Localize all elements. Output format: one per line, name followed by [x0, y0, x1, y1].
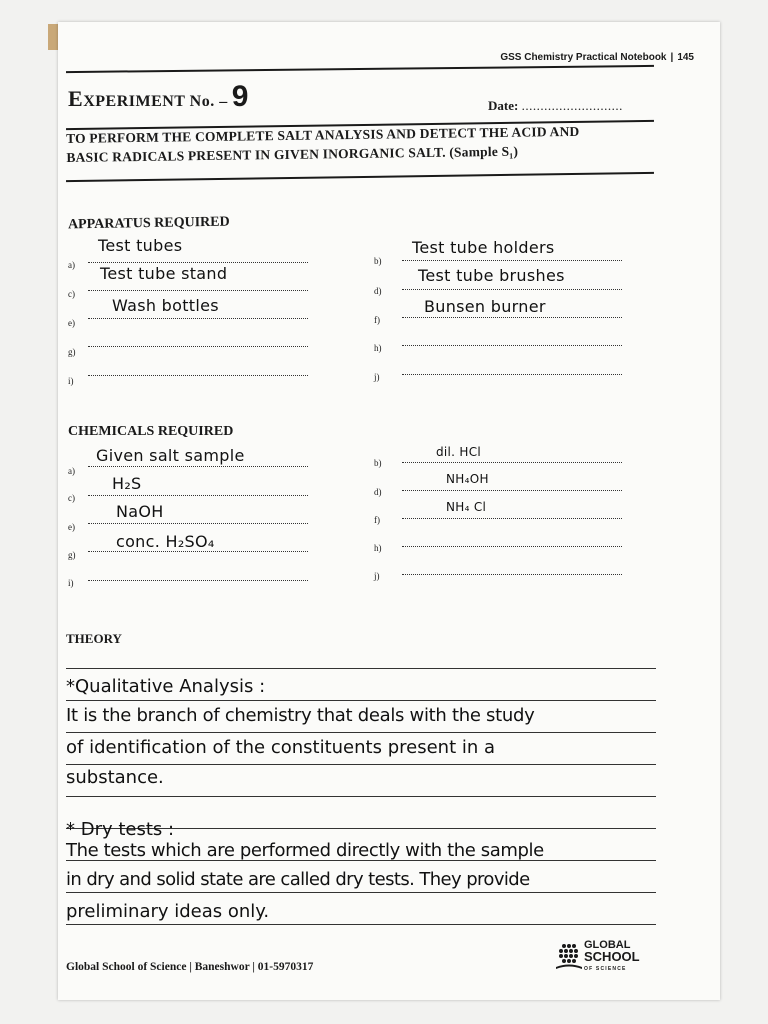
apparatus-label-i: i) [68, 376, 74, 386]
apparatus-label-c: c) [68, 289, 75, 299]
chemicals-label-d: d) [374, 487, 382, 497]
apparatus-label-h: h) [374, 343, 382, 353]
theory-line-1: *Qualitative Analysis : [66, 676, 266, 697]
theory-rule-3 [66, 732, 656, 733]
chemicals-value-a: Given salt sample [96, 446, 245, 465]
apparatus-line-i [88, 375, 308, 376]
footer-separator: | [189, 961, 192, 973]
footer-school: Global School of Science [66, 961, 187, 973]
apparatus-value-e: Wash bottles [112, 296, 219, 315]
logo-line-2: SCHOOL [584, 949, 640, 964]
chemicals-value-b: dil. HCl [436, 445, 482, 459]
date-label: Date: [488, 98, 519, 113]
aim-line-2: BASIC RADICALS PRESENT IN GIVEN INORGANIC SALT. (Sample S₁) [66, 143, 519, 165]
chemicals-line-a [88, 466, 308, 467]
chemicals-line-d [402, 490, 622, 491]
apparatus-line-c [88, 290, 308, 291]
apparatus-value-a: Test tubes [98, 236, 183, 255]
theory-rule-9 [66, 924, 656, 925]
apparatus-line-g [88, 346, 308, 347]
apparatus-label-a: a) [68, 260, 75, 270]
logo-line-3: OF SCIENCE [584, 966, 627, 972]
experiment-prefix: XPERIMENT No. – [83, 93, 228, 110]
experiment-number: 9 [231, 80, 249, 113]
apparatus-line-j [402, 374, 622, 375]
footer-phone: 01-5970317 [257, 961, 314, 973]
chemicals-line-h [402, 546, 622, 547]
chemicals-line-g [88, 551, 308, 552]
apparatus-line-d [402, 289, 622, 290]
chemicals-label-h: h) [374, 543, 382, 553]
chemicals-label-f: f) [374, 515, 380, 525]
experiment-prefix-initial: E [68, 86, 84, 111]
apparatus-label-e: e) [68, 318, 75, 328]
chemicals-line-j [402, 574, 622, 575]
apparatus-line-f [402, 317, 622, 318]
chemicals-label-e: e) [68, 522, 75, 532]
date-blank: ........................... [521, 98, 623, 113]
theory-rule-4 [66, 764, 656, 765]
chemicals-label-b: b) [374, 458, 382, 468]
theory-rule-1 [66, 668, 656, 669]
apparatus-label-g: g) [68, 347, 76, 357]
apparatus-value-b: Test tube holders [412, 238, 555, 257]
theory-line-4: substance. [66, 767, 164, 788]
theory-line-9: preliminary ideas only. [66, 901, 270, 922]
chemicals-line-e [88, 523, 308, 524]
theory-line-7: The tests which are performed directly with the sample [66, 840, 544, 861]
chemicals-value-c: H₂S [112, 474, 142, 493]
experiment-heading [68, 80, 249, 114]
apparatus-line-b [402, 260, 622, 261]
page-number: 145 [677, 52, 694, 63]
school-logo-text [584, 939, 640, 975]
apparatus-title: APPARATUS REQUIRED [67, 214, 230, 233]
logo-line-1: GLOBAL [584, 939, 631, 951]
apparatus-label-j: j) [374, 372, 380, 382]
apparatus-value-f: Bunsen burner [424, 297, 546, 316]
theory-line-6: * Dry tests : [66, 819, 175, 840]
chemicals-label-a: a) [68, 466, 75, 476]
apparatus-label-f: f) [374, 315, 380, 325]
notebook-title: GSS Chemistry Practical Notebook [500, 52, 667, 63]
footer-separator: | [252, 961, 255, 973]
apparatus-value-c: Test tube stand [100, 264, 228, 283]
chemicals-line-c [88, 495, 308, 496]
chemicals-line-i [88, 580, 308, 581]
chemicals-value-e: NaOH [116, 502, 164, 521]
chemicals-label-c: c) [68, 493, 75, 503]
theory-line-8: in dry and solid state are called dry tests. They provide [66, 869, 530, 890]
chemicals-title: CHEMICALS REQUIRED [68, 424, 234, 439]
aim-line-1: TO PERFORM THE COMPLETE SALT ANALYSIS AND DETECT THE ACID AND [66, 123, 580, 146]
chemicals-label-j: j) [374, 571, 380, 581]
theory-line-2: It is the branch of chemistry that deals with the study [66, 705, 535, 726]
apparatus-line-a [88, 262, 308, 263]
theory-title: THEORY [66, 631, 122, 646]
apparatus-value-d: Test tube brushes [418, 266, 565, 285]
footer-place: Baneshwor [194, 961, 250, 973]
theory-rule-8 [66, 892, 656, 893]
chemicals-value-f: NH₄ Cl [446, 500, 487, 514]
theory-rule-5 [66, 796, 656, 797]
theory-rule-2 [66, 700, 656, 701]
chemicals-line-f [402, 518, 622, 519]
date-field [488, 98, 623, 114]
chemicals-label-g: g) [68, 550, 76, 560]
chemicals-label-i: i) [68, 578, 74, 588]
page-header: GSS Chemistry Practical Notebook | 145 [500, 52, 694, 63]
chemicals-value-g: conc. H₂SO₄ [116, 532, 215, 551]
theory-line-3: of identification of the constituents present in a [66, 737, 496, 758]
chemicals-value-d: NH₄OH [446, 472, 489, 486]
page-footer [66, 961, 313, 973]
chemicals-line-b [402, 462, 622, 463]
apparatus-label-b: b) [374, 256, 382, 266]
apparatus-label-d: d) [374, 286, 382, 296]
apparatus-line-h [402, 345, 622, 346]
apparatus-line-e [88, 318, 308, 319]
